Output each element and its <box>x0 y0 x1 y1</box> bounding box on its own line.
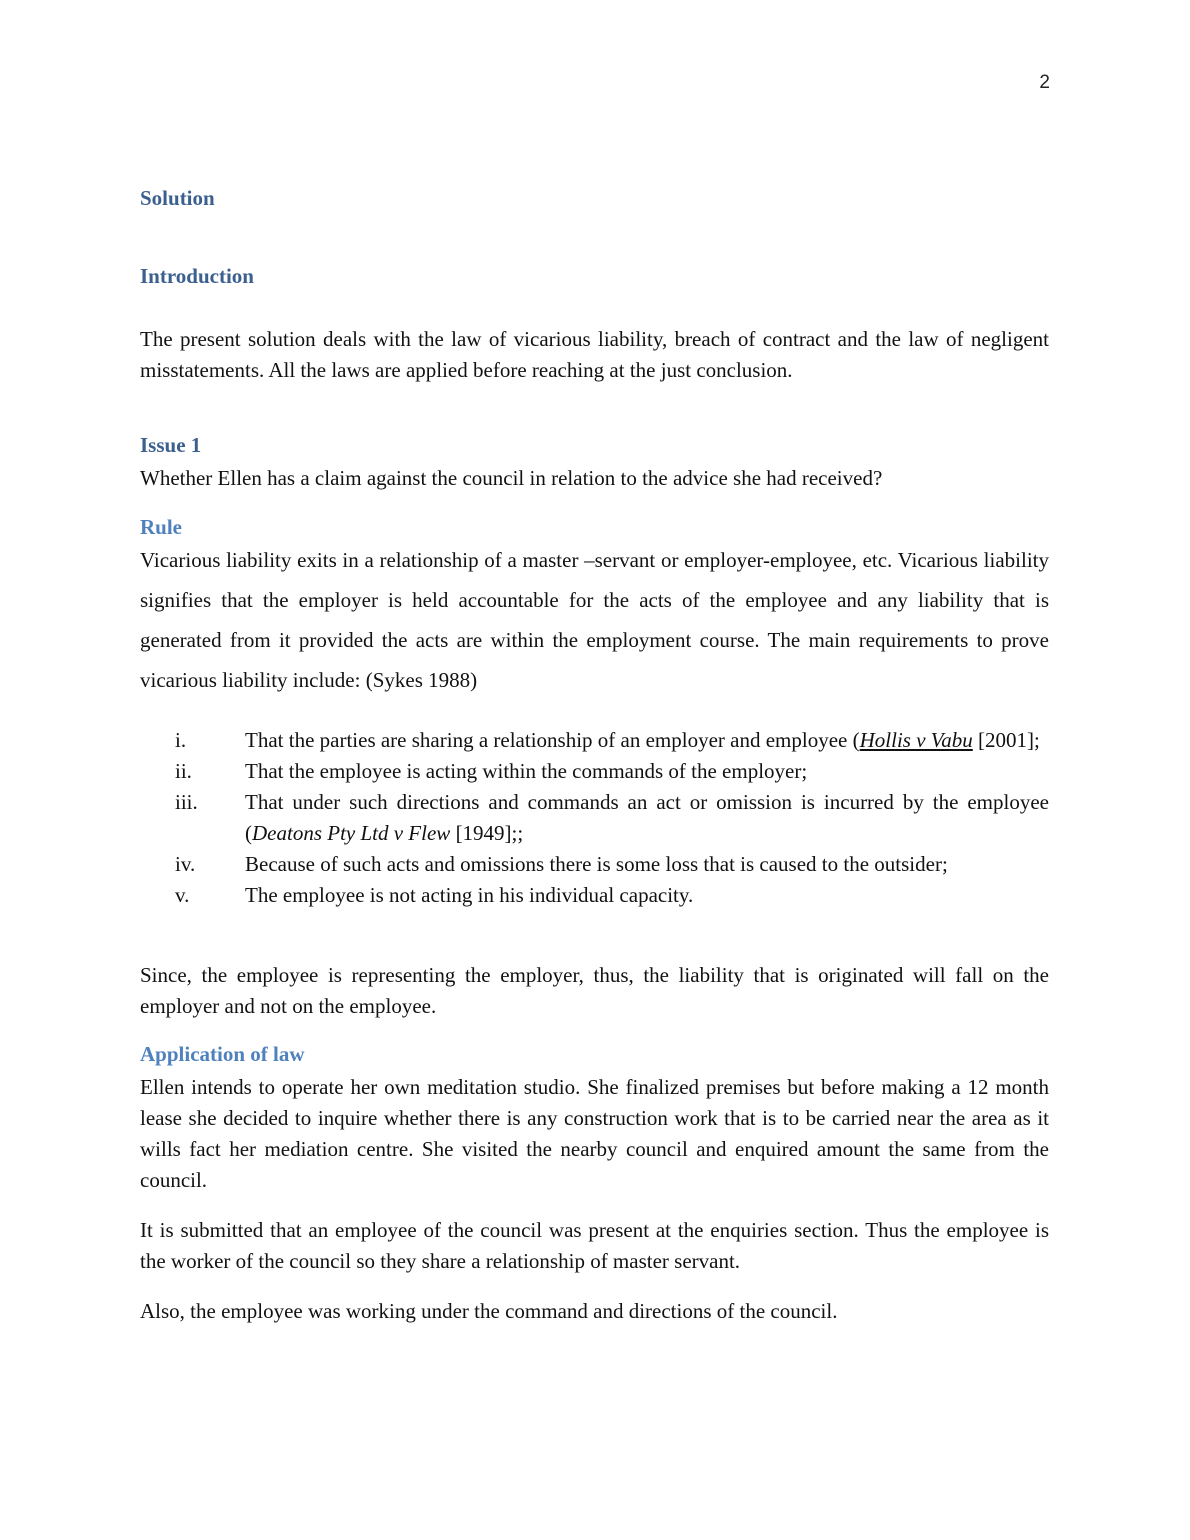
list-marker: ii. <box>175 759 192 783</box>
list-item-text: [2001]; <box>972 728 1040 752</box>
application-paragraph: Ellen intends to operate her own meditation studio. She finalized premises but before making a 12 month lease she decided to inquire whether there is any construction work that is to be carried near the area as it wills fact her mediation centre. She visited the nearby council and enquired amount the same from the council. <box>140 1075 1049 1192</box>
list-item <box>140 849 1049 880</box>
list-marker: i. <box>175 728 187 752</box>
list-marker: iii. <box>175 790 198 814</box>
list-marker: iv. <box>175 852 196 876</box>
heading-introduction: Introduction <box>140 264 254 288</box>
application-paragraph: Also, the employee was working under the command and directions of the council. <box>140 1299 838 1323</box>
list-item <box>140 725 1049 756</box>
heading-rule: Rule <box>140 515 182 539</box>
requirements-list <box>140 725 1049 911</box>
application-paragraph: It is submitted that an employee of the council was present at the enquiries section. Thus the employee is the worker of the council so they share a relationship of master servant. <box>140 1218 1049 1273</box>
list-item-text: That under such directions and commands an act or omission is incurred by the employee ( <box>245 790 1049 845</box>
list-item-text: Because of such acts and omissions there is some loss that is caused to the outsider; <box>245 852 948 876</box>
list-item-text: [1949];; <box>450 821 524 845</box>
list-marker: v. <box>175 883 190 907</box>
case-citation: Hollis v Vabu <box>859 728 973 752</box>
heading-application-of-law: Application of law <box>140 1042 305 1066</box>
list-item <box>140 756 1049 787</box>
intro-paragraph: The present solution deals with the law of vicarious liability, breach of contract and the law of negligent misstatements. All the laws are applied before reaching at the just conclusion. <box>140 327 1049 382</box>
heading-solution: Solution <box>140 186 215 210</box>
rule-paragraph: Vicarious liability exits in a relationship of a master –servant or employer-employee, etc. Vicarious liability signifies that the employer is held accountable for the acts of the employee and any liability that is generated from it provided the acts are within the employment course. The main requirements to prove vicarious liability include: (Sykes 1988) <box>140 548 1049 692</box>
list-item-text: The employee is not acting in his individual capacity. <box>245 883 694 907</box>
list-item <box>140 787 1049 849</box>
list-item <box>140 880 1049 911</box>
list-item-text: That the parties are sharing a relationship of an employer and employee ( <box>245 728 860 752</box>
rule-conclusion-paragraph: Since, the employee is representing the employer, thus, the liability that is originated will fall on the employer and not on the employee. <box>140 963 1049 1018</box>
page-number: 2 <box>1039 72 1050 93</box>
heading-issue-1: Issue 1 <box>140 433 202 457</box>
list-item-text: That the employee is acting within the commands of the employer; <box>245 759 808 783</box>
issue-paragraph: Whether Ellen has a claim against the council in relation to the advice she had received? <box>140 466 883 490</box>
case-citation: Deatons Pty Ltd v Flew <box>252 821 451 845</box>
